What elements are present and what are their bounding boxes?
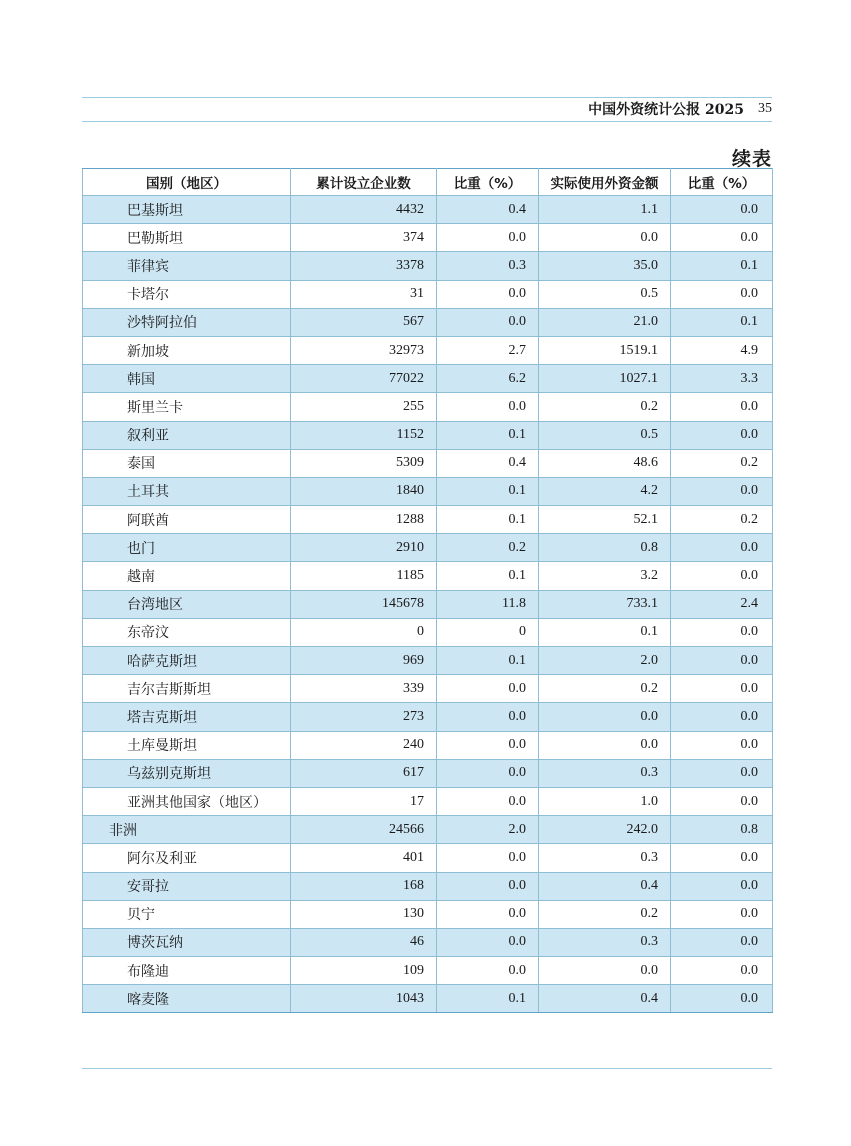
- firms-share-cell: 6.2: [437, 365, 539, 393]
- table-row: [83, 562, 773, 590]
- fdi-share-cell: 0.0: [671, 844, 773, 872]
- firms-share-cell: 11.8: [437, 590, 539, 618]
- col-header-fdi-share: 比重（%）: [671, 169, 773, 196]
- firms-share-cell: 0.1: [437, 562, 539, 590]
- table-row: [83, 534, 773, 562]
- fdi-cell: 0.4: [539, 872, 671, 900]
- fdi-share-cell: 3.3: [671, 365, 773, 393]
- running-header: [82, 98, 772, 120]
- table-row: [83, 900, 773, 928]
- table-row: [83, 336, 773, 364]
- firms-share-cell: 0.0: [437, 224, 539, 252]
- country-cell: 安哥拉: [83, 872, 291, 900]
- country-cell: 亚洲其他国家（地区）: [83, 787, 291, 815]
- fdi-share-cell: 0.0: [671, 675, 773, 703]
- firms-cell: 1288: [291, 506, 437, 534]
- table-row: [83, 957, 773, 985]
- fdi-share-cell: 0.0: [671, 703, 773, 731]
- firms-cell: 339: [291, 675, 437, 703]
- firms-share-cell: 0.0: [437, 787, 539, 815]
- country-cell: 哈萨克斯坦: [83, 647, 291, 675]
- country-cell: 吉尔吉斯斯坦: [83, 675, 291, 703]
- firms-cell: 145678: [291, 590, 437, 618]
- country-cell: 非洲: [83, 816, 291, 844]
- fdi-cell: 0.0: [539, 224, 671, 252]
- firms-share-cell: 0.0: [437, 928, 539, 956]
- fdi-share-cell: 0.0: [671, 618, 773, 646]
- fdi-share-cell: 0.0: [671, 224, 773, 252]
- fdi-cell: 1.0: [539, 787, 671, 815]
- country-cell: 沙特阿拉伯: [83, 308, 291, 336]
- fdi-share-cell: 0.0: [671, 534, 773, 562]
- firms-share-cell: 0.0: [437, 844, 539, 872]
- fdi-table: [82, 168, 773, 1013]
- firms-share-cell: 0.0: [437, 759, 539, 787]
- firms-cell: 109: [291, 957, 437, 985]
- fdi-share-cell: 0.0: [671, 759, 773, 787]
- fdi-share-cell: 0.2: [671, 449, 773, 477]
- table-row: [83, 844, 773, 872]
- country-cell: 乌兹别克斯坦: [83, 759, 291, 787]
- firms-share-cell: 0.3: [437, 252, 539, 280]
- table-row: [83, 477, 773, 505]
- firms-share-cell: 0.0: [437, 308, 539, 336]
- country-cell: 台湾地区: [83, 590, 291, 618]
- firms-cell: 168: [291, 872, 437, 900]
- fdi-cell: 0.4: [539, 985, 671, 1013]
- publication-title: 中国外资统计公报 2025: [588, 102, 744, 118]
- table-row: [83, 928, 773, 956]
- table-row: [83, 703, 773, 731]
- country-cell: 也门: [83, 534, 291, 562]
- fdi-cell: 35.0: [539, 252, 671, 280]
- country-cell: 卡塔尔: [83, 280, 291, 308]
- fdi-share-cell: 0.1: [671, 252, 773, 280]
- firms-share-cell: 0.2: [437, 534, 539, 562]
- country-cell: 土耳其: [83, 477, 291, 505]
- firms-cell: 617: [291, 759, 437, 787]
- fdi-cell: 0.3: [539, 928, 671, 956]
- fdi-share-cell: 0.0: [671, 477, 773, 505]
- firms-share-cell: 0.1: [437, 477, 539, 505]
- fdi-share-cell: 0.0: [671, 900, 773, 928]
- fdi-cell: 0.8: [539, 534, 671, 562]
- firms-cell: 1840: [291, 477, 437, 505]
- table-row: [83, 759, 773, 787]
- col-header-firms-share: 比重（%）: [437, 169, 539, 196]
- continuation-label: 续表: [731, 148, 772, 170]
- table-header-row: [83, 169, 773, 196]
- fdi-cell: 0.2: [539, 675, 671, 703]
- fdi-cell: 0.1: [539, 618, 671, 646]
- firms-cell: 17: [291, 787, 437, 815]
- fdi-share-cell: 2.4: [671, 590, 773, 618]
- firms-share-cell: 0.4: [437, 449, 539, 477]
- table-row: [83, 449, 773, 477]
- fdi-cell: 733.1: [539, 590, 671, 618]
- fdi-share-cell: 0.0: [671, 421, 773, 449]
- table-body: [83, 196, 773, 1013]
- country-cell: 土库曼斯坦: [83, 731, 291, 759]
- firms-cell: 0: [291, 618, 437, 646]
- table-row: [83, 308, 773, 336]
- fdi-cell: 48.6: [539, 449, 671, 477]
- firms-share-cell: 0.1: [437, 506, 539, 534]
- fdi-cell: 4.2: [539, 477, 671, 505]
- table-row: [83, 280, 773, 308]
- country-cell: 布隆迪: [83, 957, 291, 985]
- country-cell: 塔吉克斯坦: [83, 703, 291, 731]
- country-cell: 菲律宾: [83, 252, 291, 280]
- fdi-cell: 2.0: [539, 647, 671, 675]
- firms-share-cell: 0.0: [437, 957, 539, 985]
- firms-share-cell: 0.1: [437, 985, 539, 1013]
- firms-cell: 130: [291, 900, 437, 928]
- country-cell: 喀麦隆: [83, 985, 291, 1013]
- table-row: [83, 731, 773, 759]
- fdi-cell: 1519.1: [539, 336, 671, 364]
- firms-cell: 46: [291, 928, 437, 956]
- fdi-cell: 242.0: [539, 816, 671, 844]
- country-cell: 巴基斯坦: [83, 196, 291, 224]
- firms-share-cell: 0.0: [437, 393, 539, 421]
- country-cell: 泰国: [83, 449, 291, 477]
- table-row: [83, 872, 773, 900]
- table-row: [83, 816, 773, 844]
- fdi-cell: 1.1: [539, 196, 671, 224]
- firms-share-cell: 0.0: [437, 280, 539, 308]
- firms-share-cell: 0.0: [437, 731, 539, 759]
- table-row: [83, 393, 773, 421]
- table-row: [83, 618, 773, 646]
- table-row: [83, 787, 773, 815]
- table-row: [83, 675, 773, 703]
- fdi-cell: 0.2: [539, 900, 671, 928]
- fdi-share-cell: 0.0: [671, 872, 773, 900]
- firms-cell: 3378: [291, 252, 437, 280]
- firms-cell: 255: [291, 393, 437, 421]
- country-cell: 新加坡: [83, 336, 291, 364]
- table-row: [83, 252, 773, 280]
- firms-share-cell: 0.1: [437, 421, 539, 449]
- col-header-fdi: 实际使用外资金额: [539, 169, 671, 196]
- fdi-cell: 0.5: [539, 421, 671, 449]
- fdi-cell: 3.2: [539, 562, 671, 590]
- firms-share-cell: 0.0: [437, 900, 539, 928]
- firms-cell: 31: [291, 280, 437, 308]
- table-row: [83, 365, 773, 393]
- table-row: [83, 590, 773, 618]
- fdi-cell: 0.0: [539, 731, 671, 759]
- fdi-cell: 0.3: [539, 759, 671, 787]
- page-number: 35: [758, 101, 772, 116]
- col-header-firms: 累计设立企业数: [291, 169, 437, 196]
- fdi-share-cell: 0.0: [671, 787, 773, 815]
- firms-share-cell: 0.0: [437, 703, 539, 731]
- fdi-share-cell: 0.0: [671, 928, 773, 956]
- firms-cell: 2910: [291, 534, 437, 562]
- fdi-cell: 0.0: [539, 703, 671, 731]
- fdi-cell: 1027.1: [539, 365, 671, 393]
- firms-cell: 1043: [291, 985, 437, 1013]
- firms-cell: 969: [291, 647, 437, 675]
- firms-cell: 1185: [291, 562, 437, 590]
- fdi-share-cell: 0.0: [671, 985, 773, 1013]
- fdi-cell: 21.0: [539, 308, 671, 336]
- fdi-share-cell: 0.8: [671, 816, 773, 844]
- firms-share-cell: 0.1: [437, 647, 539, 675]
- firms-cell: 4432: [291, 196, 437, 224]
- fdi-share-cell: 0.0: [671, 280, 773, 308]
- fdi-share-cell: 4.9: [671, 336, 773, 364]
- fdi-share-cell: 0.0: [671, 196, 773, 224]
- firms-share-cell: 0.0: [437, 872, 539, 900]
- firms-cell: 5309: [291, 449, 437, 477]
- fdi-share-cell: 0.1: [671, 308, 773, 336]
- firms-share-cell: 0: [437, 618, 539, 646]
- firms-cell: 77022: [291, 365, 437, 393]
- firms-cell: 567: [291, 308, 437, 336]
- firms-cell: 32973: [291, 336, 437, 364]
- firms-cell: 401: [291, 844, 437, 872]
- firms-cell: 24566: [291, 816, 437, 844]
- fdi-cell: 52.1: [539, 506, 671, 534]
- table-row: [83, 647, 773, 675]
- fdi-cell: 0.0: [539, 957, 671, 985]
- fdi-share-cell: 0.0: [671, 731, 773, 759]
- firms-share-cell: 0.0: [437, 675, 539, 703]
- firms-share-cell: 2.0: [437, 816, 539, 844]
- fdi-share-cell: 0.2: [671, 506, 773, 534]
- country-cell: 韩国: [83, 365, 291, 393]
- country-cell: 贝宁: [83, 900, 291, 928]
- fdi-cell: 0.2: [539, 393, 671, 421]
- country-cell: 巴勒斯坦: [83, 224, 291, 252]
- firms-cell: 273: [291, 703, 437, 731]
- fdi-share-cell: 0.0: [671, 647, 773, 675]
- country-cell: 阿联酋: [83, 506, 291, 534]
- fdi-share-cell: 0.0: [671, 957, 773, 985]
- firms-cell: 374: [291, 224, 437, 252]
- table-row: [83, 985, 773, 1013]
- country-cell: 阿尔及利亚: [83, 844, 291, 872]
- country-cell: 叙利亚: [83, 421, 291, 449]
- firms-cell: 240: [291, 731, 437, 759]
- country-cell: 越南: [83, 562, 291, 590]
- country-cell: 斯里兰卡: [83, 393, 291, 421]
- table-row: [83, 196, 773, 224]
- header-rule: [82, 121, 772, 122]
- firms-cell: 1152: [291, 421, 437, 449]
- firms-share-cell: 0.4: [437, 196, 539, 224]
- table-row: [83, 421, 773, 449]
- fdi-cell: 0.3: [539, 844, 671, 872]
- bottom-rule: [82, 1068, 772, 1069]
- fdi-share-cell: 0.0: [671, 393, 773, 421]
- country-cell: 东帝汶: [83, 618, 291, 646]
- firms-share-cell: 2.7: [437, 336, 539, 364]
- fdi-cell: 0.5: [539, 280, 671, 308]
- table-row: [83, 224, 773, 252]
- country-cell: 博茨瓦纳: [83, 928, 291, 956]
- col-header-country: 国别（地区）: [83, 169, 291, 196]
- fdi-share-cell: 0.0: [671, 562, 773, 590]
- table-row: [83, 506, 773, 534]
